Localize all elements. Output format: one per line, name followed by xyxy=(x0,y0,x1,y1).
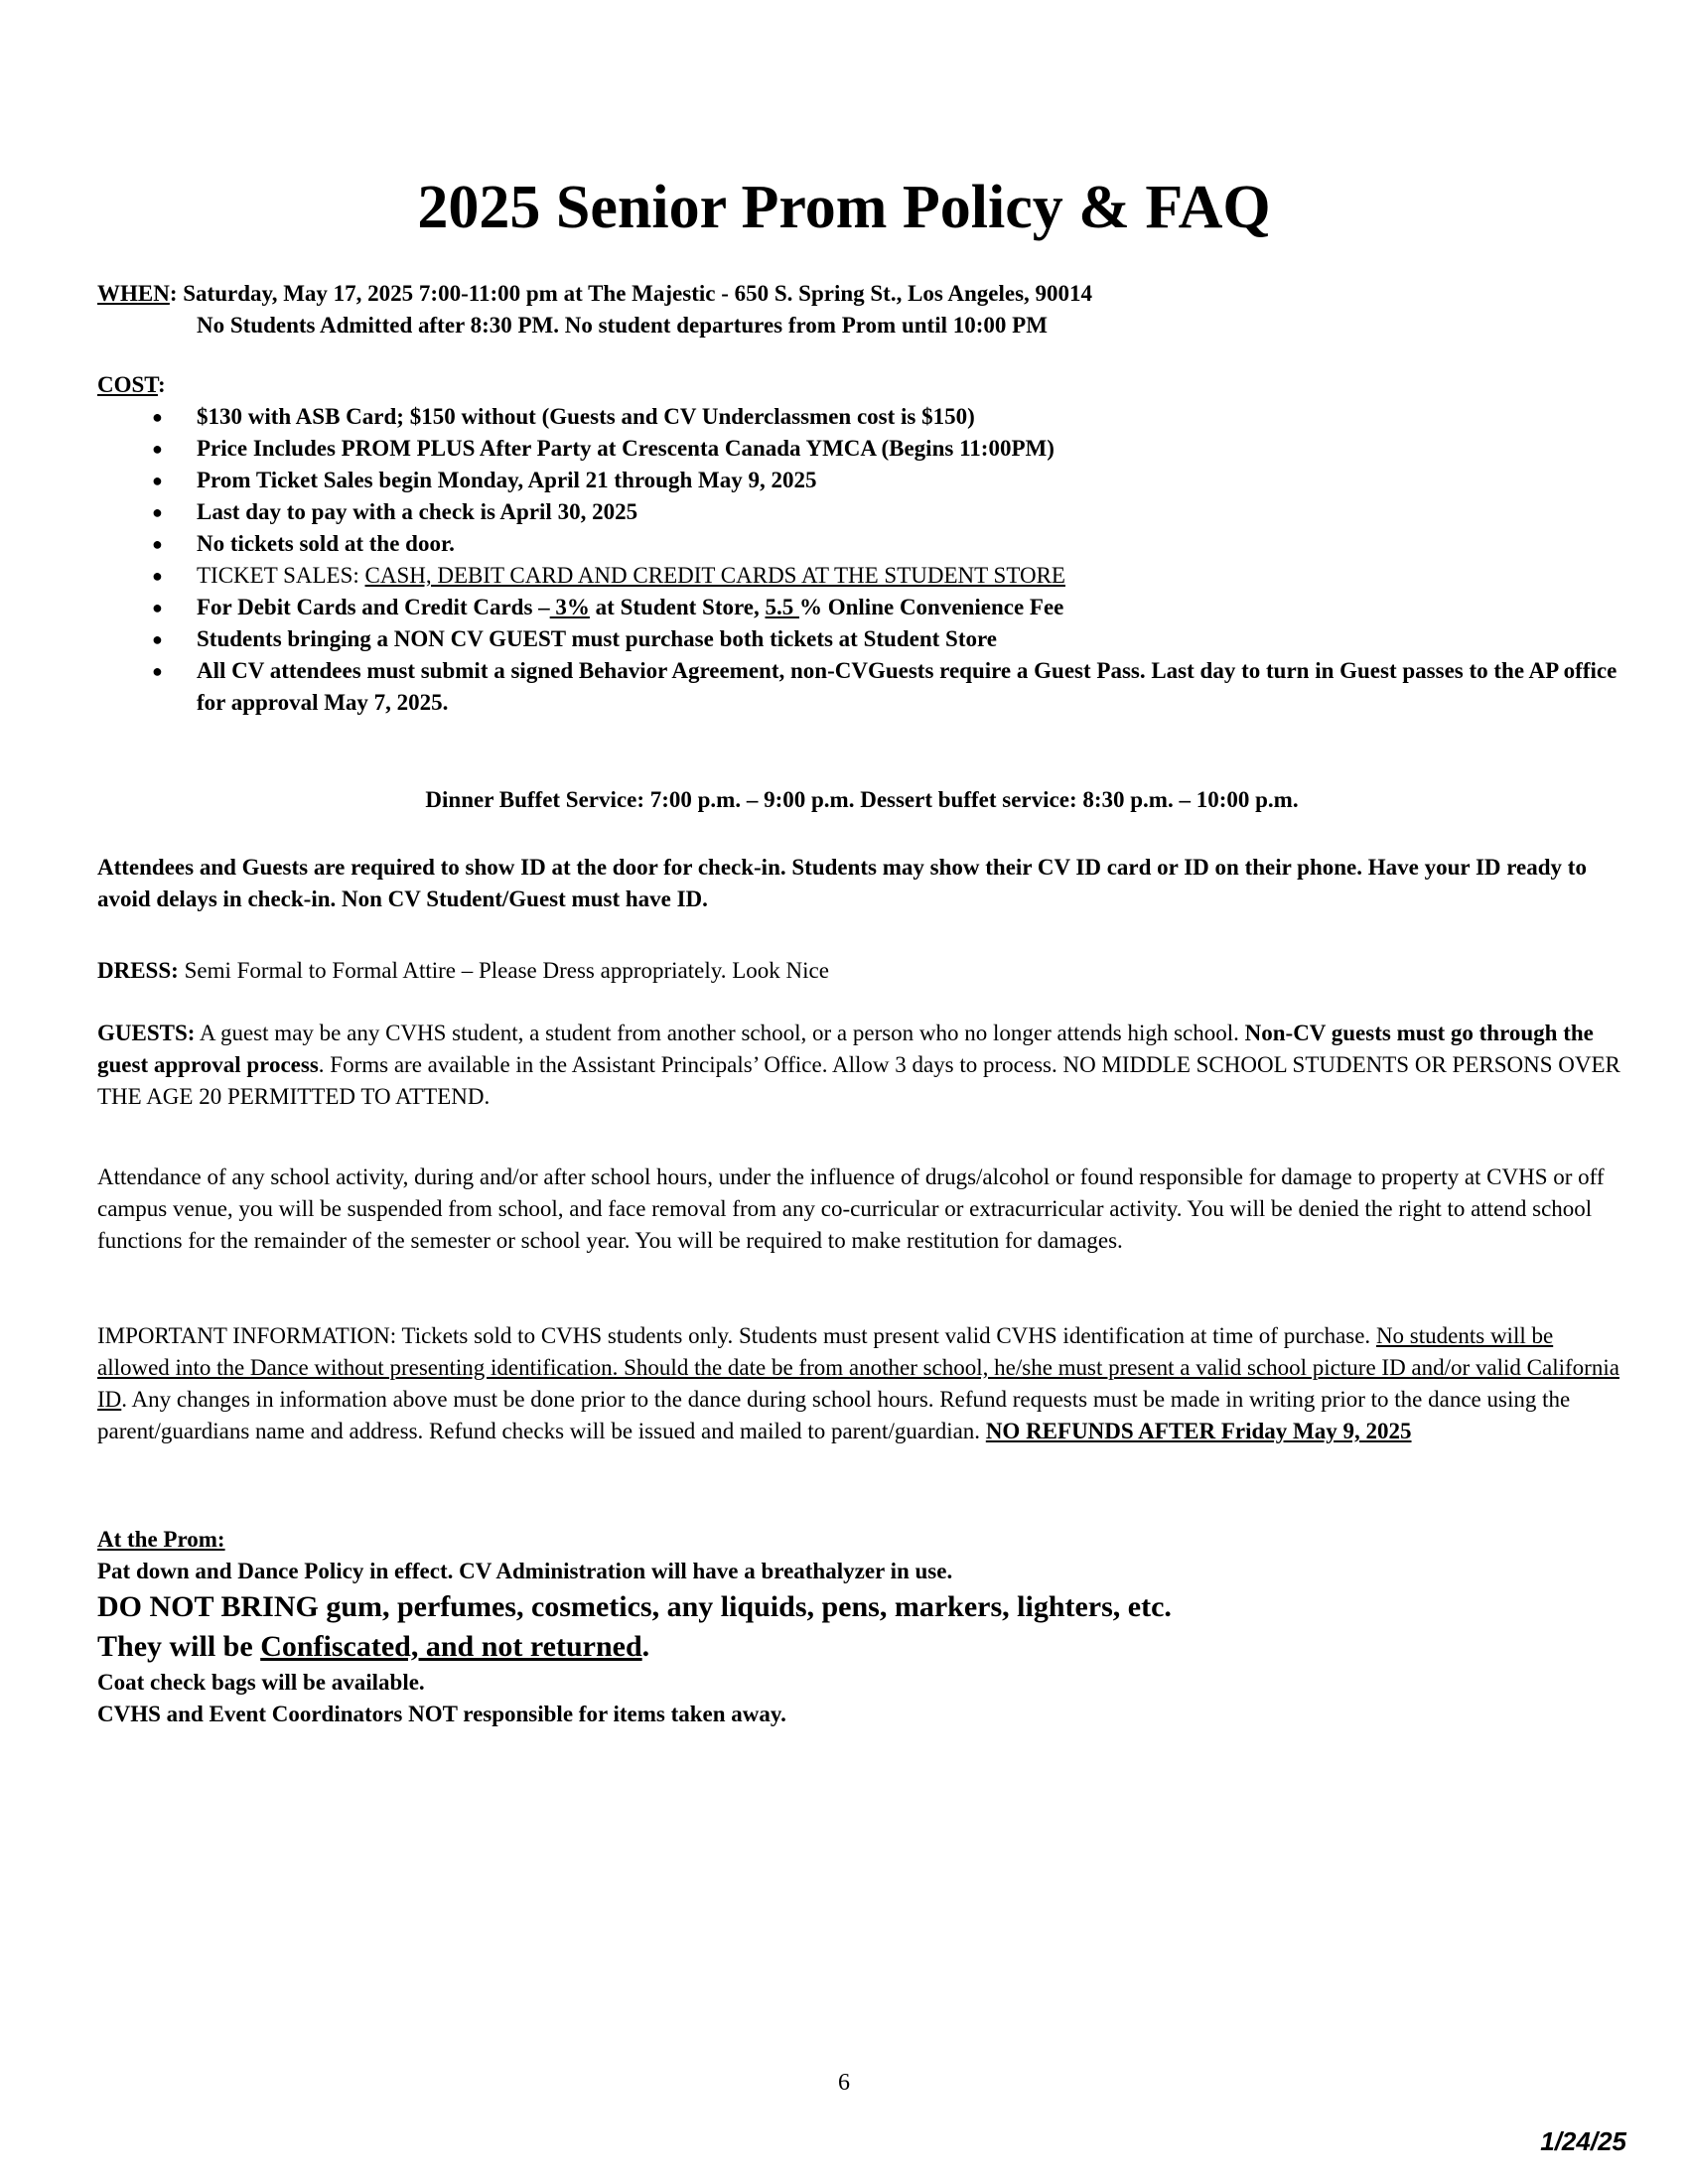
important-information xyxy=(97,1320,1626,1447)
list-item xyxy=(97,623,1626,655)
page-title: 2025 Senior Prom Policy & FAQ xyxy=(417,174,1271,241)
bullet-icon: ● xyxy=(152,598,163,617)
page-number: 6 xyxy=(838,2070,850,2096)
important-text-2: . Any changes in information above must be done prior to the dance during school hours. Refund requests must be made in writing prior to the dance using the parent/guardians name and address. Refund checks will be issued and mailed to parent/guardian. xyxy=(97,1387,1571,1443)
at-prom-line-4: Coat check bags will be available. xyxy=(97,1670,425,1695)
list-item xyxy=(97,433,1626,465)
at-prom-line-1: Pat down and Dance Policy in effect. CV Administration will have a breathalyzer in use. xyxy=(97,1559,953,1583)
card-fee-text: For Debit Cards and Credit Cards – xyxy=(197,595,550,619)
cost-section xyxy=(97,369,1626,719)
cost-item-text: Price Includes PROM PLUS After Party at Crescenta Canada YMCA (Begins 11:00PM) xyxy=(197,436,1055,461)
identification-requirement: No students will be allowed into the Dance without presenting identification. Should the date be from another school, he/she must present a valid school picture ID and/or valid California ID xyxy=(97,1323,1619,1412)
list-item xyxy=(97,528,1626,560)
when-label: WHEN xyxy=(97,281,170,306)
cost-colon: : xyxy=(157,372,166,397)
dress-label: DRESS: xyxy=(97,958,179,983)
list-item xyxy=(97,560,1626,592)
attendance-policy: Attendance of any school activity, during and/or after school hours, under the influence of drugs/alcohol or found responsible for damage to property at CVHS or off campus venue, you will be suspended from school, and face removal from any co-curricular or extracurricular activity. You will be denied the right to attend school functions for the remainder of the semester or school year. You will be required to make restitution for damages. xyxy=(97,1164,1605,1253)
bullet-icon: ● xyxy=(152,534,163,554)
bullet-icon: ● xyxy=(152,629,163,649)
id-notice: Attendees and Guests are required to show ID at the door for check-in. Students may show their CV ID card or ID on their phone. Have your ID ready to avoid delays in check-in. Non CV Student/Guest must have ID. xyxy=(97,855,1587,911)
important-text-1: IMPORTANT INFORMATION: Tickets sold to CVHS students only. Students must present valid CVHS identification at time of purchase. xyxy=(97,1323,1376,1348)
cost-item-text: No tickets sold at the door. xyxy=(197,531,455,556)
guests-label: GUESTS: xyxy=(97,1021,196,1045)
when-details: : Saturday, May 17, 2025 7:00-11:00 pm at The Majestic - 650 S. Spring St., Los Angeles, 90014 xyxy=(169,281,1093,306)
when-section xyxy=(97,278,1626,341)
store-fee-value: 3% xyxy=(549,595,590,619)
list-item xyxy=(97,592,1626,623)
when-line-1 xyxy=(97,278,1626,310)
cost-item-text: Prom Ticket Sales begin Monday, April 21 through May 9, 2025 xyxy=(197,468,817,492)
guests-section xyxy=(97,1018,1626,1113)
guests-text-1: A guest may be any CVHS student, a student from another school, or a person who no longer attends high school. xyxy=(195,1021,1245,1045)
online-fee-value: 5.5 xyxy=(765,595,799,619)
at-prom-section xyxy=(97,1524,1626,1730)
when-line-2: No Students Admitted after 8:30 PM. No student departures from Prom until 10:00 PM xyxy=(197,313,1048,338)
cost-label: COST xyxy=(97,372,158,397)
cost-item-text: $130 with ASB Card; $150 without (Guests and CV Underclassmen cost is $150) xyxy=(197,404,975,429)
at-prom-line-2: DO NOT BRING gum, perfumes, cosmetics, any liquids, pens, markers, lighters, etc. xyxy=(97,1590,1172,1623)
guests-approval-text: Non-CV guests must go through the guest approval process xyxy=(97,1021,1594,1077)
cost-item-text: Students bringing a NON CV GUEST must purchase both tickets at Student Store xyxy=(197,626,997,651)
list-item xyxy=(97,496,1626,528)
dinner-service: Dinner Buffet Service: 7:00 p.m. – 9:00 p.m. Dessert buffet service: 8:30 p.m. – 10:00 p.m. xyxy=(425,787,1299,812)
at-prom-line-3 xyxy=(97,1627,1626,1667)
card-fee-text-3: % Online Convenience Fee xyxy=(798,595,1064,619)
date-stamp: 1/24/25 xyxy=(1540,2126,1626,2156)
bullet-icon: ● xyxy=(152,502,163,522)
cost-list xyxy=(97,401,1626,719)
confiscate-period: . xyxy=(641,1630,650,1663)
bullet-icon: ● xyxy=(152,566,163,586)
bullet-icon: ● xyxy=(152,407,163,427)
at-prom-heading: At the Prom: xyxy=(97,1527,225,1552)
list-item xyxy=(97,655,1626,719)
cost-item-text: All CV attendees must submit a signed Behavior Agreement, non-CVGuests require a Guest Pass. Last day to turn in Guest passes to the AP office for approval May 7, 2025. xyxy=(197,658,1618,715)
ticket-sales-label: TICKET SALES: xyxy=(197,563,365,588)
bullet-icon: ● xyxy=(152,439,163,459)
dress-text: Semi Formal to Formal Attire – Please Dress appropriately. Look Nice xyxy=(178,958,829,983)
cost-heading xyxy=(97,369,1626,401)
list-item xyxy=(97,401,1626,433)
no-refunds-notice: NO REFUNDS AFTER Friday May 9, 2025 xyxy=(985,1419,1412,1443)
confiscate-text: They will be xyxy=(97,1630,261,1663)
dress-section xyxy=(97,955,1626,987)
bullet-icon: ● xyxy=(152,661,163,681)
ticket-sales-methods: CASH, DEBIT CARD AND CREDIT CARDS AT THE STUDENT STORE xyxy=(364,563,1065,588)
cost-item-text: Last day to pay with a check is April 30, 2025 xyxy=(197,499,638,524)
confiscate-emphasis: Confiscated, and not returned xyxy=(260,1630,642,1663)
card-fee-text-2: at Student Store, xyxy=(589,595,766,619)
list-item xyxy=(97,465,1626,496)
at-prom-line-5: CVHS and Event Coordinators NOT responsible for items taken away. xyxy=(97,1702,786,1726)
bullet-icon: ● xyxy=(152,471,163,490)
guests-text-2: . Forms are available in the Assistant Principals’ Office. Allow 3 days to process. NO MIDDLE SCHOOL STUDENTS OR PERSONS OVER THE AGE 20 PERMITTED TO ATTEND. xyxy=(97,1052,1620,1109)
